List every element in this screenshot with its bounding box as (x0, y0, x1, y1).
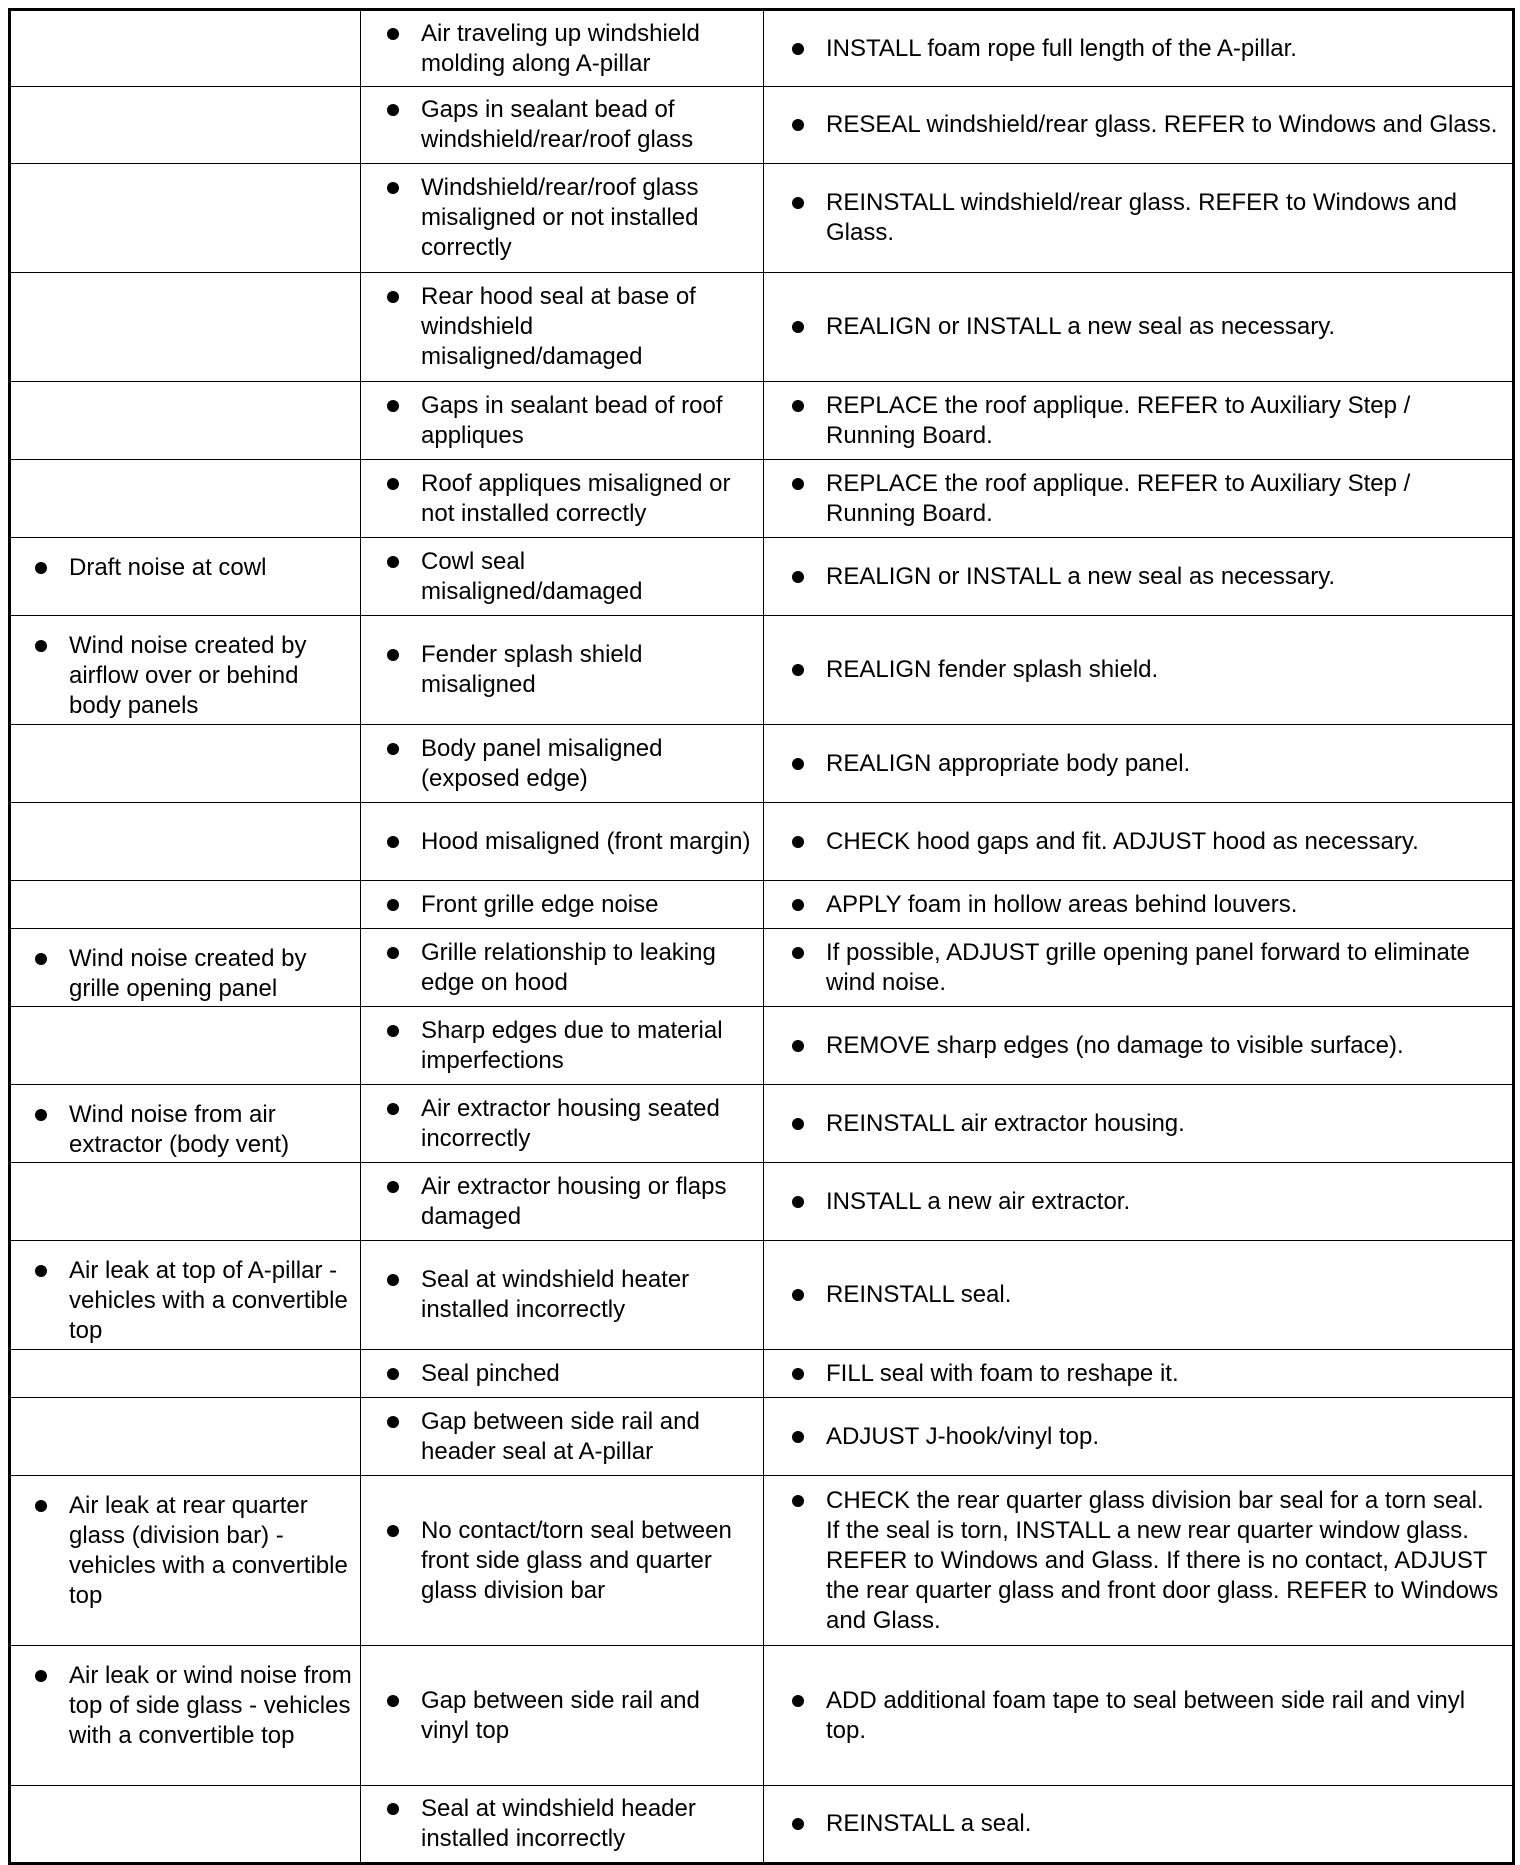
condition-cell (10, 1476, 361, 1646)
bullet-item (11, 631, 360, 721)
cause-cell (361, 1786, 764, 1864)
action-text: CHECK the rear quarter glass division bar seal for a torn seal. If the seal is torn, INSTALL a new rear quarter window glass. REFER to Windows and Glass. If there is no contact, ADJUST the rear quarter glass and front door glass. REFER to Windows and Glass. (826, 1486, 1499, 1634)
bullet-item (361, 95, 763, 155)
table-row (10, 164, 1514, 273)
table-row (10, 616, 1514, 725)
condition-cell (10, 1163, 361, 1241)
cause-text: Gap between side rail and vinyl top (421, 1686, 700, 1744)
bullet-icon (387, 899, 399, 911)
action-cell (764, 1163, 1514, 1241)
action-cell (764, 1646, 1514, 1786)
table-row (10, 273, 1514, 382)
bullet-icon (792, 1431, 804, 1443)
bullet-item (764, 1686, 1512, 1746)
bullet-icon (792, 1495, 804, 1507)
action-text: INSTALL foam rope full length of the A-pillar. (826, 34, 1297, 62)
bullet-icon (387, 1274, 399, 1286)
bullet-icon (792, 1368, 804, 1380)
bullet-icon (387, 28, 399, 40)
condition-text: Air leak at top of A-pillar - vehicles with a convertible top (69, 1257, 348, 1344)
table-row (10, 1007, 1514, 1085)
action-cell (764, 273, 1514, 382)
bullet-icon (387, 1025, 399, 1037)
table-row (10, 929, 1514, 1007)
cause-text: Air traveling up windshield molding along A-pillar (421, 19, 700, 77)
action-cell (764, 881, 1514, 929)
cause-text: Gaps in sealant bead of windshield/rear/roof glass (421, 96, 694, 153)
bullet-item (361, 734, 763, 794)
bullet-icon (387, 556, 399, 568)
bullet-icon (35, 1670, 47, 1682)
action-text: If possible, ADJUST grille opening panel forward to eliminate wind noise. (826, 938, 1470, 996)
condition-cell (10, 273, 361, 382)
table-row (10, 1163, 1514, 1241)
bullet-item (764, 1359, 1189, 1389)
action-text: REALIGN or INSTALL a new seal as necessary. (826, 562, 1336, 590)
bullet-item (361, 282, 763, 372)
bullet-icon (35, 953, 47, 965)
condition-cell (10, 1350, 361, 1398)
bullet-icon (792, 1196, 804, 1208)
action-cell (764, 1398, 1514, 1476)
cause-cell (361, 1241, 764, 1350)
bullet-item (361, 1686, 763, 1746)
condition-cell (10, 1786, 361, 1864)
cause-cell (361, 273, 764, 382)
bullet-icon (387, 291, 399, 303)
action-cell (764, 10, 1514, 87)
bullet-item (764, 655, 1168, 685)
bullet-icon (35, 562, 47, 574)
cause-text: Roof appliques misaligned or not installed correctly (421, 469, 731, 527)
action-cell (764, 382, 1514, 460)
action-text: REINSTALL windshield/rear glass. REFER to Windows and Glass. (826, 189, 1457, 246)
action-cell (764, 929, 1514, 1007)
bullet-icon (792, 899, 804, 911)
cause-cell (361, 382, 764, 460)
bullet-item (361, 1359, 570, 1389)
bullet-icon (792, 947, 804, 959)
table-row (10, 1646, 1514, 1786)
condition-cell (10, 881, 361, 929)
cause-cell (361, 10, 764, 87)
bullet-icon (387, 1416, 399, 1428)
cause-cell (361, 1646, 764, 1786)
condition-cell (10, 1085, 361, 1163)
bullet-icon (792, 321, 804, 333)
bullet-icon (792, 758, 804, 770)
cause-text: Body panel misaligned (exposed edge) (421, 734, 663, 792)
bullet-item (764, 34, 1307, 64)
condition-cell (10, 725, 361, 803)
cause-cell (361, 1163, 764, 1241)
cause-cell (361, 164, 764, 273)
action-text: INSTALL a new air extractor. (826, 1187, 1131, 1215)
bullet-icon (792, 1118, 804, 1130)
bullet-icon (792, 1695, 804, 1707)
bullet-icon (35, 1109, 47, 1121)
cause-text: Windshield/rear/roof glass misaligned or not installed correctly (421, 174, 699, 261)
bullet-item (764, 827, 1429, 857)
cause-cell (361, 87, 764, 164)
cause-text: Rear hood seal at base of windshield misaligned/damaged (421, 283, 696, 370)
table-body (10, 10, 1514, 1864)
bullet-icon (792, 664, 804, 676)
action-cell (764, 1350, 1514, 1398)
table-row (10, 382, 1514, 460)
cause-text: Cowl seal misaligned/damaged (421, 547, 643, 605)
bullet-icon (792, 836, 804, 848)
bullet-item (764, 938, 1512, 998)
table-row (10, 1786, 1514, 1864)
cause-cell (361, 881, 764, 929)
bullet-item (764, 469, 1512, 529)
bullet-item (361, 640, 763, 700)
bullet-item (764, 391, 1512, 451)
bullet-item (764, 1422, 1109, 1452)
bullet-item (11, 1256, 360, 1346)
wind-noise-diagnostic-table (8, 8, 1515, 1865)
bullet-icon (387, 1695, 399, 1707)
bullet-icon (792, 1818, 804, 1830)
bullet-item (361, 1016, 763, 1076)
cause-text: Fender splash shield misaligned (421, 641, 643, 698)
bullet-icon (387, 836, 399, 848)
condition-text: Wind noise from air extractor (body vent) (69, 1101, 290, 1158)
bullet-icon (387, 947, 399, 959)
cause-cell (361, 803, 764, 881)
bullet-item (764, 1809, 1041, 1839)
condition-cell (10, 164, 361, 273)
cause-text: Gaps in sealant bead of roof appliques (421, 391, 723, 449)
bullet-icon (35, 640, 47, 652)
condition-text: Draft noise at cowl (69, 554, 267, 581)
condition-cell (10, 1241, 361, 1350)
bullet-item (764, 188, 1512, 248)
cause-text: Hood misaligned (front margin) (421, 827, 751, 855)
bullet-icon (35, 1265, 47, 1277)
condition-cell (10, 1646, 361, 1786)
bullet-item (764, 1109, 1195, 1139)
action-cell (764, 725, 1514, 803)
bullet-item (11, 1491, 360, 1611)
action-cell (764, 538, 1514, 616)
cause-text: Air extractor housing seated incorrectly (421, 1094, 720, 1152)
cause-cell (361, 1085, 764, 1163)
bullet-item (11, 944, 360, 1004)
bullet-icon (387, 649, 399, 661)
bullet-item (361, 1516, 763, 1606)
action-text: REALIGN appropriate body panel. (826, 749, 1191, 777)
diagnostic-table-page (8, 8, 1512, 1865)
action-text: REINSTALL air extractor housing. (826, 1109, 1185, 1137)
bullet-icon (35, 1500, 47, 1512)
bullet-icon (387, 400, 399, 412)
table-row (10, 803, 1514, 881)
action-text: ADD additional foam tape to seal between side rail and vinyl top. (826, 1686, 1466, 1744)
action-text: REPLACE the roof applique. REFER to Auxiliary Step / Running Board. (826, 469, 1411, 527)
bullet-item (361, 1794, 763, 1854)
bullet-icon (387, 182, 399, 194)
action-text: REINSTALL a seal. (826, 1810, 1032, 1837)
action-text: APPLY foam in hollow areas behind louvers. (826, 890, 1298, 918)
cause-text: Air extractor housing or flaps damaged (421, 1172, 727, 1230)
cause-text: Seal at windshield heater installed incorrectly (421, 1266, 690, 1323)
action-cell (764, 164, 1514, 273)
bullet-item (361, 391, 763, 451)
bullet-item (361, 469, 763, 529)
bullet-item (361, 827, 760, 857)
action-cell (764, 803, 1514, 881)
action-text: ADJUST J-hook/vinyl top. (826, 1422, 1099, 1450)
bullet-item (361, 938, 763, 998)
bullet-icon (387, 478, 399, 490)
bullet-item (764, 890, 1307, 920)
bullet-icon (792, 1289, 804, 1301)
action-cell (764, 460, 1514, 538)
bullet-icon (387, 1103, 399, 1115)
condition-cell (10, 538, 361, 616)
bullet-item (764, 749, 1200, 779)
cause-cell (361, 538, 764, 616)
action-text: CHECK hood gaps and fit. ADJUST hood as necessary. (826, 827, 1419, 855)
bullet-icon (387, 1368, 399, 1380)
condition-cell (10, 10, 361, 87)
table-row (10, 1085, 1514, 1163)
bullet-item (361, 1094, 763, 1154)
action-text: REMOVE sharp edges (no damage to visible surface). (826, 1031, 1404, 1059)
bullet-item (11, 553, 272, 583)
bullet-item (361, 547, 763, 607)
action-text: RESEAL windshield/rear glass. REFER to Windows and Glass. (826, 111, 1498, 138)
table-row (10, 1350, 1514, 1398)
bullet-item (361, 19, 763, 79)
cause-text: Seal at windshield header installed incorrectly (421, 1795, 696, 1852)
bullet-item (361, 1407, 763, 1467)
action-cell (764, 1085, 1514, 1163)
bullet-item (764, 1031, 1414, 1061)
condition-cell (10, 1007, 361, 1085)
cause-text: No contact/torn seal between front side glass and quarter glass division bar (421, 1516, 732, 1604)
condition-cell (10, 87, 361, 164)
bullet-icon (387, 743, 399, 755)
action-text: REINSTALL seal. (826, 1281, 1012, 1308)
table-row (10, 10, 1514, 87)
bullet-icon (387, 1181, 399, 1193)
cause-text: Front grille edge noise (421, 890, 659, 918)
bullet-item (764, 1280, 1021, 1310)
condition-text: Air leak at rear quarter glass (division bar) - vehicles with a convertible top (69, 1492, 348, 1609)
bullet-item (361, 1172, 763, 1232)
bullet-icon (792, 571, 804, 583)
bullet-item (764, 1187, 1140, 1217)
cause-cell (361, 616, 764, 725)
table-row (10, 87, 1514, 164)
condition-cell (10, 1398, 361, 1476)
bullet-item (361, 890, 668, 920)
action-cell (764, 1007, 1514, 1085)
condition-cell (10, 929, 361, 1007)
bullet-icon (792, 43, 804, 55)
cause-cell (361, 1398, 764, 1476)
bullet-icon (387, 104, 399, 116)
cause-text: Seal pinched (421, 1359, 560, 1387)
cause-text: Sharp edges due to material imperfections (421, 1016, 723, 1074)
bullet-icon (792, 478, 804, 490)
bullet-item (764, 110, 1507, 140)
table-row (10, 1241, 1514, 1350)
table-row (10, 460, 1514, 538)
action-cell (764, 87, 1514, 164)
cause-cell (361, 460, 764, 538)
cause-cell (361, 725, 764, 803)
bullet-item (361, 1265, 763, 1325)
table-row (10, 881, 1514, 929)
action-text: REPLACE the roof applique. REFER to Auxiliary Step / Running Board. (826, 391, 1411, 449)
condition-text: Wind noise created by airflow over or behind body panels (69, 632, 307, 719)
cause-cell (361, 1350, 764, 1398)
bullet-icon (792, 119, 804, 131)
bullet-item (11, 1100, 360, 1160)
action-text: REALIGN or INSTALL a new seal as necessary. (826, 313, 1336, 340)
bullet-item (11, 1661, 360, 1751)
condition-cell (10, 616, 361, 725)
action-cell (764, 1476, 1514, 1646)
condition-cell (10, 803, 361, 881)
table-row (10, 1398, 1514, 1476)
bullet-icon (792, 197, 804, 209)
condition-text: Wind noise created by grille opening panel (69, 945, 307, 1002)
bullet-icon (792, 1040, 804, 1052)
table-row (10, 1476, 1514, 1646)
cause-text: Grille relationship to leaking edge on hood (421, 938, 716, 996)
action-text: REALIGN fender splash shield. (826, 656, 1159, 683)
cause-cell (361, 1476, 764, 1646)
bullet-item (764, 1486, 1512, 1636)
bullet-item (361, 173, 763, 263)
action-cell (764, 1241, 1514, 1350)
action-cell (764, 1786, 1514, 1864)
condition-cell (10, 460, 361, 538)
condition-cell (10, 382, 361, 460)
table-row (10, 538, 1514, 616)
bullet-icon (387, 1803, 399, 1815)
table-row (10, 725, 1514, 803)
condition-text: Air leak or wind noise from top of side glass - vehicles with a convertible top (69, 1662, 352, 1749)
cause-text: Gap between side rail and header seal at A-pillar (421, 1407, 700, 1465)
bullet-icon (792, 400, 804, 412)
cause-cell (361, 929, 764, 1007)
bullet-icon (387, 1525, 399, 1537)
action-cell (764, 616, 1514, 725)
cause-cell (361, 1007, 764, 1085)
bullet-item (764, 312, 1345, 342)
action-text: FILL seal with foam to reshape it. (826, 1359, 1179, 1387)
bullet-item (764, 562, 1345, 592)
